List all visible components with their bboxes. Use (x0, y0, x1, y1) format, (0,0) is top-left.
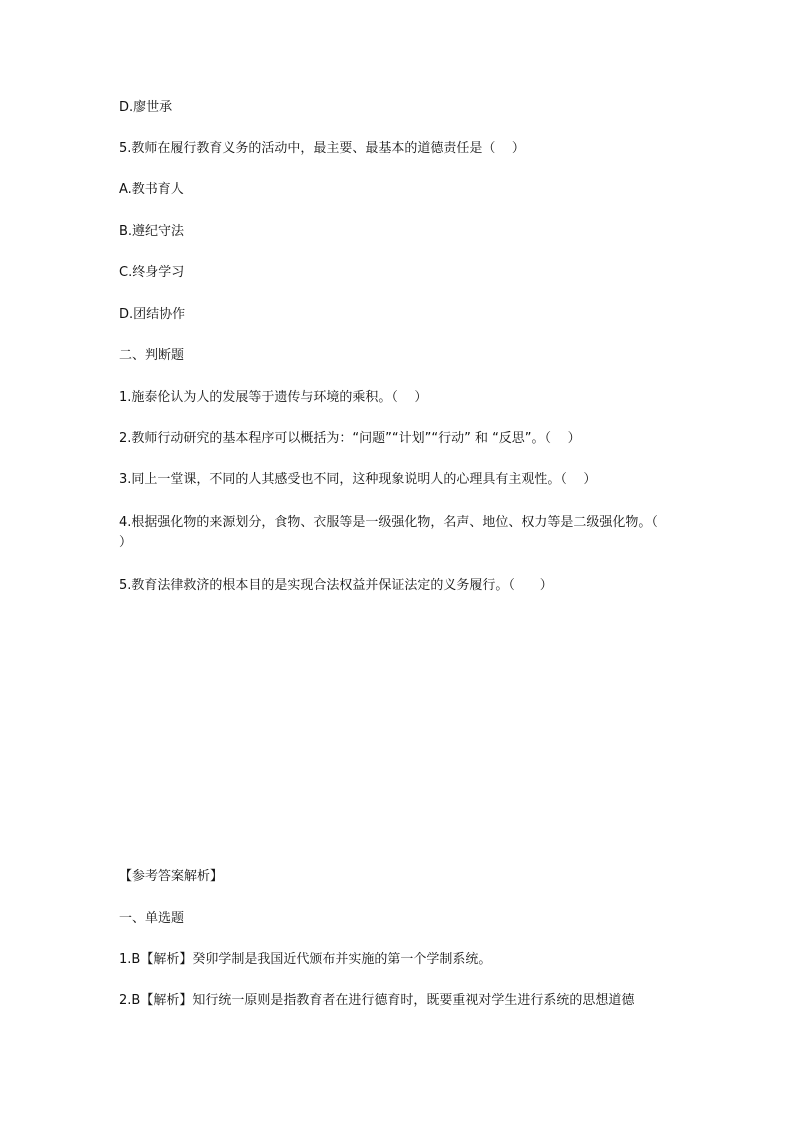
tf-question-5: 5.教育法律救济的根本目的是实现合法权益并保证法定的义务履行。（ ） (119, 578, 553, 593)
option-d-q4: D.廖世承 (119, 100, 173, 115)
answer-2: 2.B【解析】知行统一原则是指教育者在进行德育时，既要重视对学生进行系统的思想道德 (119, 993, 635, 1008)
tf-question-1: 1.施泰伦认为人的发展等于遗传与环境的乘积。（ ） (119, 390, 428, 405)
section-heading-true-false: 二、判断题 (119, 348, 185, 363)
tf-question-4: 4.根据强化物的来源划分，食物、衣服等是一级强化物，名声、地位、权力等是二级强化物。（ ） (119, 515, 675, 550)
answer-1: 1.B【解析】癸卯学制是我国近代颁布并实施的第一个学制系统。 (119, 952, 492, 967)
section-heading-single-choice: 一、单选题 (119, 911, 185, 926)
tf-question-2: 2.教师行动研究的基本程序可以概括为：“问题”“计划”“行动” 和 “反思”。（ ） (119, 431, 581, 446)
answer-key-heading: 【参考答案解析】 (119, 869, 224, 884)
option-d: D.团结协作 (119, 307, 186, 322)
option-a: A.教书育人 (119, 182, 184, 197)
option-c: C.终身学习 (119, 265, 185, 280)
option-b: B.遵纪守法 (119, 224, 185, 239)
tf-question-3: 3.同上一堂课，不同的人其感受也不同，这种现象说明人的心理具有主观性。（ ） (119, 472, 597, 487)
question-5: 5.教师在履行教育义务的活动中，最主要、最基本的道德责任是（ ） (119, 141, 525, 156)
